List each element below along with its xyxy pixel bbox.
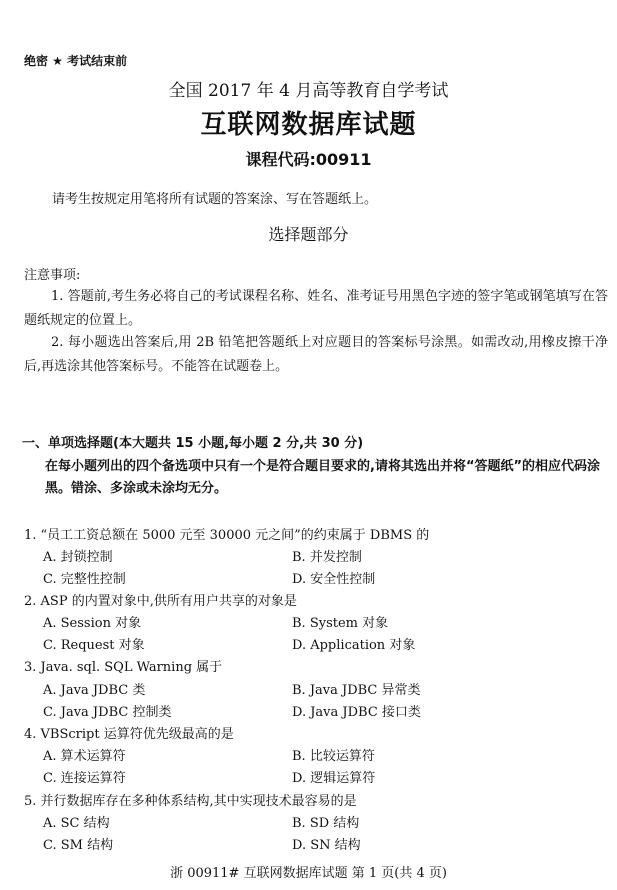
option-b: B. Java JDBC 异常类	[292, 683, 421, 698]
part-description: 在每小题列出的四个备选项中只有一个是符合题目要求的,请将其选出并将“答题纸”的相应代码涂黑。错涂、多涂或未涂均无分。	[45, 459, 601, 496]
note-item: 2. 每小题选出答案后,用 2B 铅笔把答题纸上对应题目的答案标号涂黑。如需改动,用橡皮擦干净后,再选涂其他答案标号。不能答在试题卷上。	[24, 335, 608, 374]
question-stem: 5. 并行数据库存在多种体系结构,其中实现技术最容易的是	[24, 794, 357, 809]
course-code: 课程代码:00911	[245, 150, 372, 169]
part-heading: 一、单项选择题(本大题共 15 小题,每小题 2 分,共 30 分)	[22, 436, 364, 451]
notes-heading: 注意事项:	[24, 268, 81, 283]
option-b: B. 比较运算符	[292, 749, 375, 764]
question-stem: 2. ASP 的内置对象中,供所有用户共享的对象是	[24, 594, 297, 609]
option-a: A. Session 对象	[43, 616, 142, 631]
option-c: C. 连接运算符	[43, 771, 126, 786]
note-item: 1. 答题前,考生务必将自己的考试课程名称、姓名、准考证号用黑色字迹的签字笔或钢笔填写在答题纸规定的位置上。	[24, 289, 608, 328]
option-c: C. Java JDBC 控制类	[43, 705, 172, 720]
option-b: B. SD 结构	[292, 816, 360, 831]
question-stem: 4. VBScript 运算符优先级最高的是	[24, 727, 234, 742]
page-footer: 浙 00911# 互联网数据库试题 第 1 页(共 4 页)	[170, 866, 447, 881]
option-d: D. 安全性控制	[292, 572, 376, 587]
option-b: B. System 对象	[292, 616, 389, 631]
option-a: A. 封锁控制	[43, 550, 113, 565]
section-title: 选择题部分	[268, 225, 349, 244]
option-a: A. SC 结构	[43, 816, 110, 831]
question-stem: 3. Java. sql. SQL Warning 属于	[24, 660, 223, 675]
option-d: D. Application 对象	[292, 638, 416, 653]
option-a: A. 算术运算符	[43, 749, 126, 764]
option-d: D. SN 结构	[292, 838, 361, 853]
option-b: B. 并发控制	[292, 550, 362, 565]
option-c: C. Request 对象	[43, 638, 145, 653]
option-c: C. SM 结构	[43, 838, 114, 853]
page-title: 互联网数据库试题	[200, 110, 417, 140]
instruction-text: 请考生按规定用笔将所有试题的答案涂、写在答题纸上。	[52, 192, 378, 207]
exam-name: 全国 2017 年 4 月高等教育自学考试	[168, 81, 449, 101]
question-stem: 1. “员工工资总额在 5000 元至 30000 元之间”的约束属于 DBMS 的	[24, 528, 430, 543]
option-d: D. Java JDBC 接口类	[292, 705, 421, 720]
option-c: C. 完整性控制	[43, 572, 126, 587]
confidential-label: 绝密 ★ 考试结束前	[24, 54, 128, 68]
option-d: D. 逻辑运算符	[292, 771, 376, 786]
option-a: A. Java JDBC 类	[43, 683, 146, 698]
